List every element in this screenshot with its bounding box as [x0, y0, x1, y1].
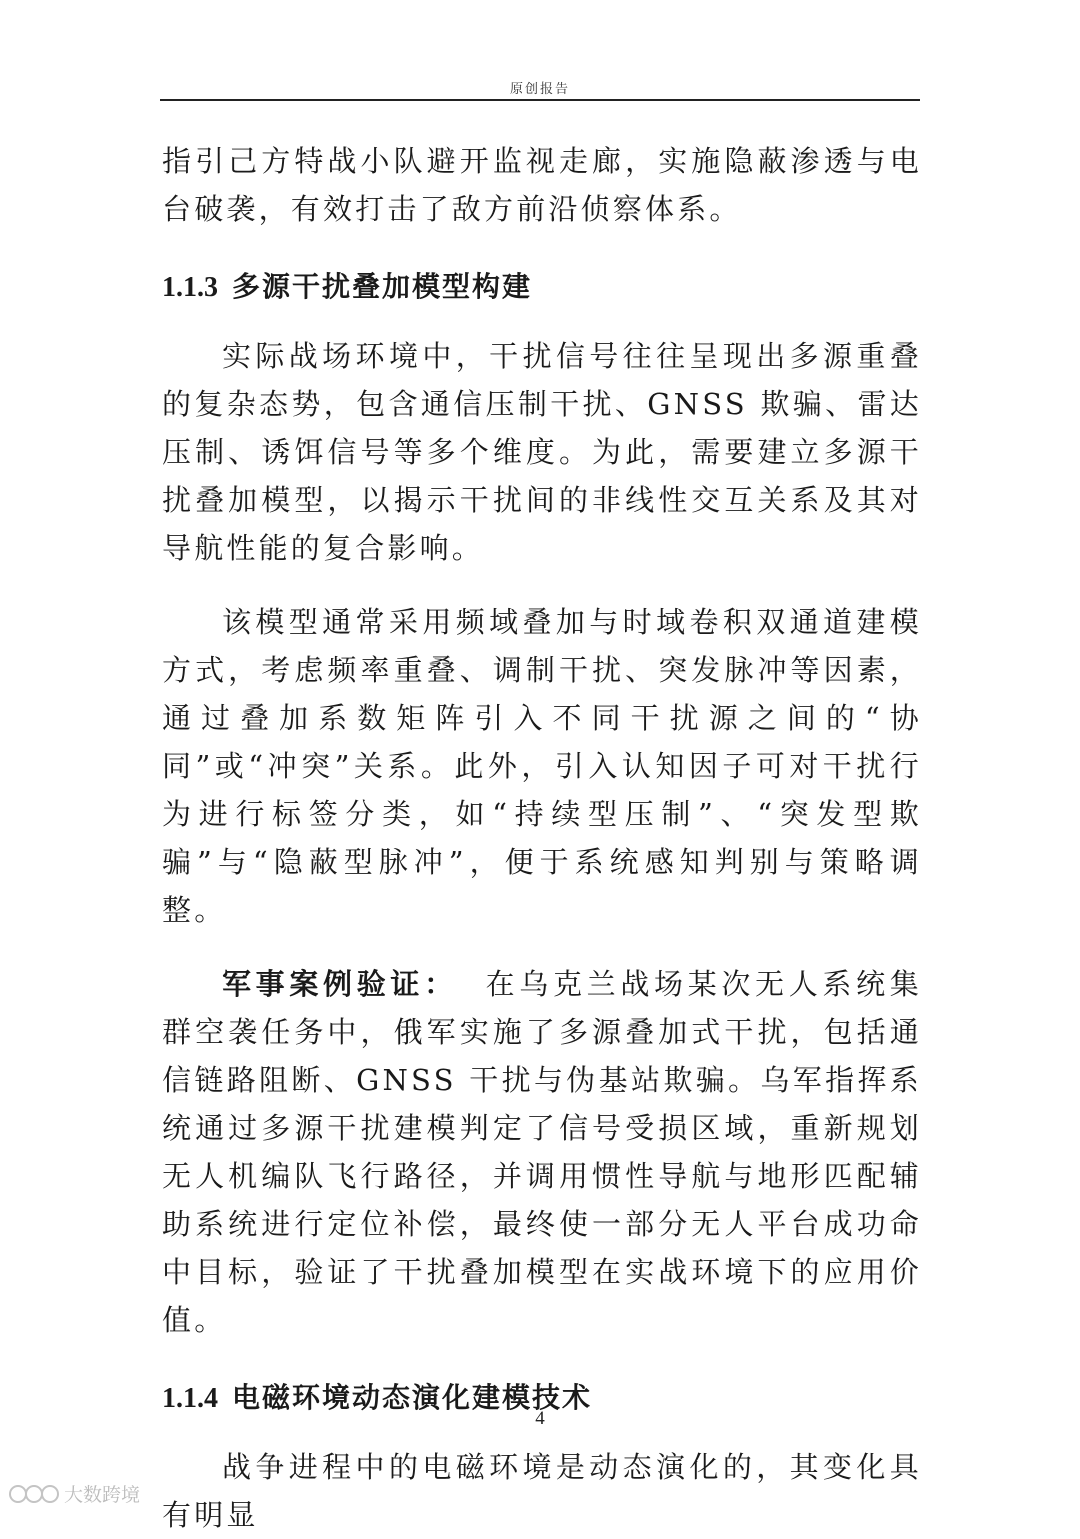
watermark	[8, 1480, 140, 1507]
section-heading-1-1-3	[162, 263, 922, 312]
case-study-text: 在乌克兰战场某次无人系统集群空袭任务中，俄军实施了多源叠加式干扰，包括通信链路阻断、GNSS 干扰与伪基站欺骗。乌军指挥系统通过多源干扰建模判定了信号受损区域，重新规划无人机编队飞行路径，并调用惯性导航与地形匹配辅助系统进行定位补偿，最终使一部分无人平台成功命中目标，验证了干扰叠加模型在实战环境下的应用价值。	[162, 967, 922, 1337]
section-title: 多源干扰叠加模型构建	[232, 270, 533, 303]
paragraph-case-study	[162, 960, 922, 1344]
paragraph: 实际战场环境中，干扰信号往往呈现出多源重叠的复杂态势，包含通信压制干扰、GNSS 欺骗、雷达压制、诱饵信号等多个维度。为此，需要建立多源干扰叠加模型，以揭示干扰间的非线性交互关系及其对导航性能的复合影响。	[162, 339, 922, 565]
body-text	[162, 137, 922, 1539]
running-header: 原创报告	[509, 82, 570, 97]
section-title: 电磁环境动态演化建模技术	[232, 1381, 593, 1414]
watermark-text: 大数跨境	[64, 1484, 141, 1506]
page-number: 4	[535, 1408, 545, 1429]
header-rule	[160, 99, 920, 101]
paragraph-continued: 指引己方特战小队避开监视走廊，实施隐蔽渗透与电台破袭，有效打击了敌方前沿侦察体系。	[162, 144, 922, 226]
section-number: 1.1.3	[162, 272, 218, 303]
watermark-logo-icon	[8, 1483, 60, 1505]
case-study-label: 军事案例验证：	[222, 967, 458, 1001]
paragraph: 战争进程中的电磁环境是动态演化的，其变化具有明显	[162, 1450, 922, 1532]
section-number: 1.1.4	[162, 1383, 218, 1414]
paragraph: 该模型通常采用频域叠加与时域卷积双通道建模方式，考虑频率重叠、调制干扰、突发脉冲等因素，通过叠加系数矩阵引入不同干扰源之间的“协同”或“冲突”关系。此外，引入认知因子可对干扰行为进行标签分类，如“持续型压制”、“突发型欺骗”与“隐蔽型脉冲”，便于系统感知判别与策略调整。	[162, 605, 922, 927]
